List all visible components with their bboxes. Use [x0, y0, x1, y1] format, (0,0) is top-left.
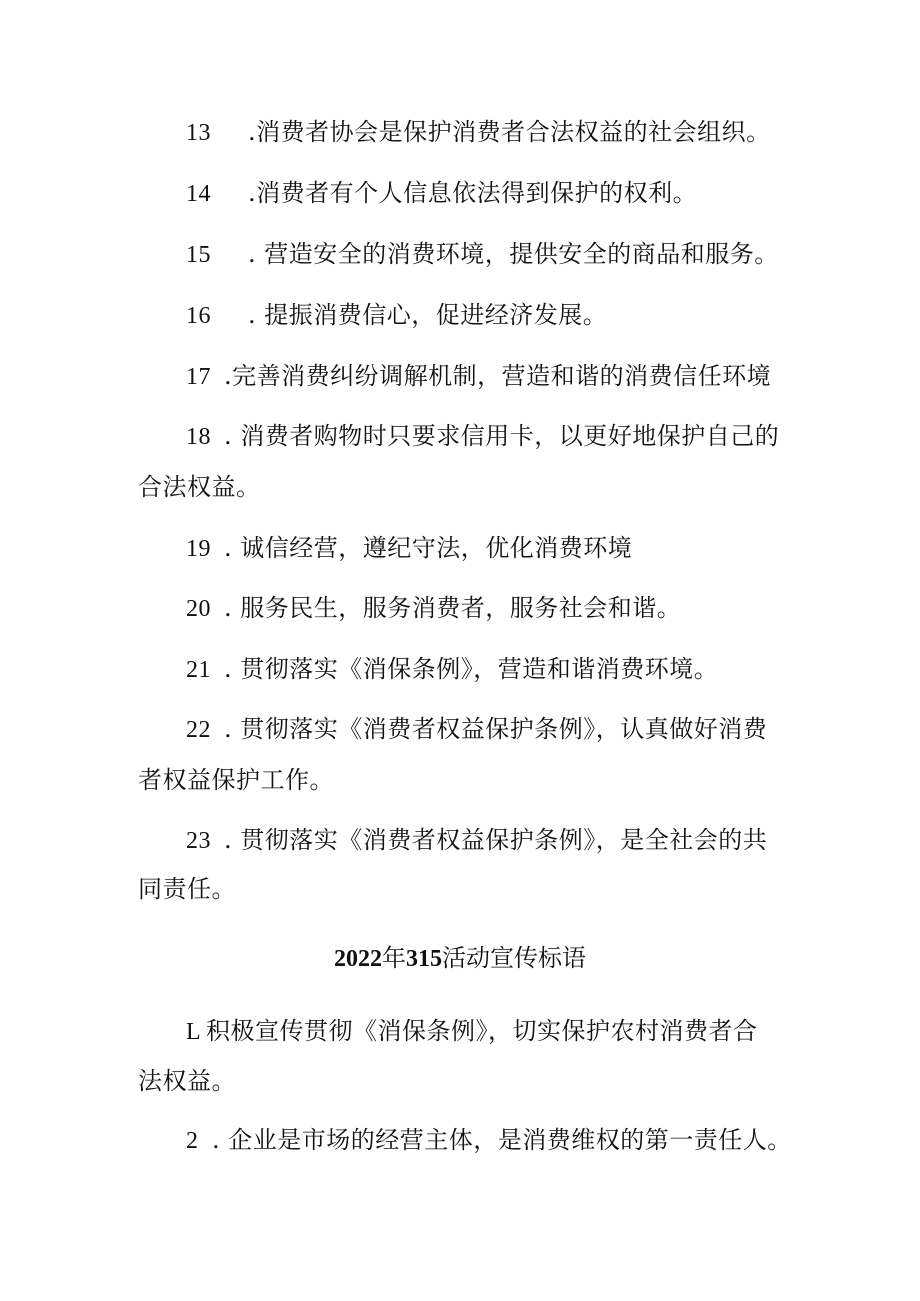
list-item	[186, 714, 767, 745]
item-text: . 贯彻落实《消费者权益保护条例》，认真做好消费	[224, 715, 768, 743]
item-text: . 营造安全的消费环境，提供安全的商品和服务。	[248, 240, 779, 268]
item-text-continued: 者权益保护工作。	[138, 766, 334, 794]
list-item	[186, 300, 607, 331]
list-item-continuation	[138, 1066, 236, 1096]
list-item	[186, 825, 767, 856]
item-number: 21	[186, 657, 211, 683]
item-number: L	[186, 1019, 202, 1045]
list-item	[186, 117, 771, 148]
item-text-continued: 法权益。	[138, 1067, 236, 1095]
list-item	[186, 1016, 758, 1047]
item-number: 2	[186, 1128, 199, 1154]
list-item	[186, 239, 779, 270]
list-item-continuation	[138, 472, 261, 502]
heading-nian: 年	[382, 944, 406, 972]
list-item	[186, 654, 718, 685]
item-text: . 贯彻落实《消费者权益保护条例》，是全社会的共	[224, 826, 768, 854]
item-text: . 诚信经营，遵纪守法，优化消费环境	[224, 534, 633, 562]
section-heading	[0, 943, 920, 974]
item-number: 18	[186, 424, 211, 450]
item-number: 14	[186, 181, 211, 207]
item-number: 13	[186, 120, 211, 146]
item-number: 16	[186, 303, 211, 329]
item-text: . 贯彻落实《消保条例》，营造和谐消费环境。	[224, 655, 719, 683]
list-item	[186, 178, 697, 209]
item-number: 22	[186, 717, 211, 743]
item-text-continued: 同责任。	[138, 875, 236, 903]
list-item	[186, 1125, 792, 1156]
list-item-continuation	[138, 765, 334, 795]
list-item	[186, 533, 632, 564]
item-text: . 服务民生，服务消费者，服务社会和谐。	[224, 594, 682, 622]
item-text: . 提振消费信心，促进经济发展。	[248, 301, 608, 329]
item-text: . 企业是市场的经营主体，是消费维权的第一责任人。	[212, 1126, 792, 1154]
item-text: 积极宣传贯彻《消保条例》，切实保护农村消费者合	[206, 1017, 758, 1045]
heading-year: 2022	[334, 946, 382, 972]
item-number: 23	[186, 828, 211, 854]
item-text: . 消费者购物时只要求信用卡，以更好地保护自己的	[224, 422, 780, 450]
item-text: .消费者协会是保护消费者合法权益的社会组织。	[248, 118, 771, 146]
heading-rest: 活动宣传标语	[442, 944, 586, 972]
item-text: .消费者有个人信息依法得到保护的权利。	[248, 179, 698, 207]
list-item	[186, 361, 771, 392]
item-number: 15	[186, 242, 211, 268]
heading-code: 315	[406, 946, 442, 972]
list-item	[186, 593, 681, 624]
item-text-continued: 合法权益。	[138, 473, 261, 501]
item-number: 17	[186, 364, 211, 390]
item-number: 20	[186, 596, 211, 622]
list-item	[186, 421, 779, 452]
item-number: 19	[186, 536, 211, 562]
list-item-continuation	[138, 874, 236, 904]
item-text: .完善消费纠纷调解机制，营造和谐的消费信任环境	[224, 362, 772, 390]
